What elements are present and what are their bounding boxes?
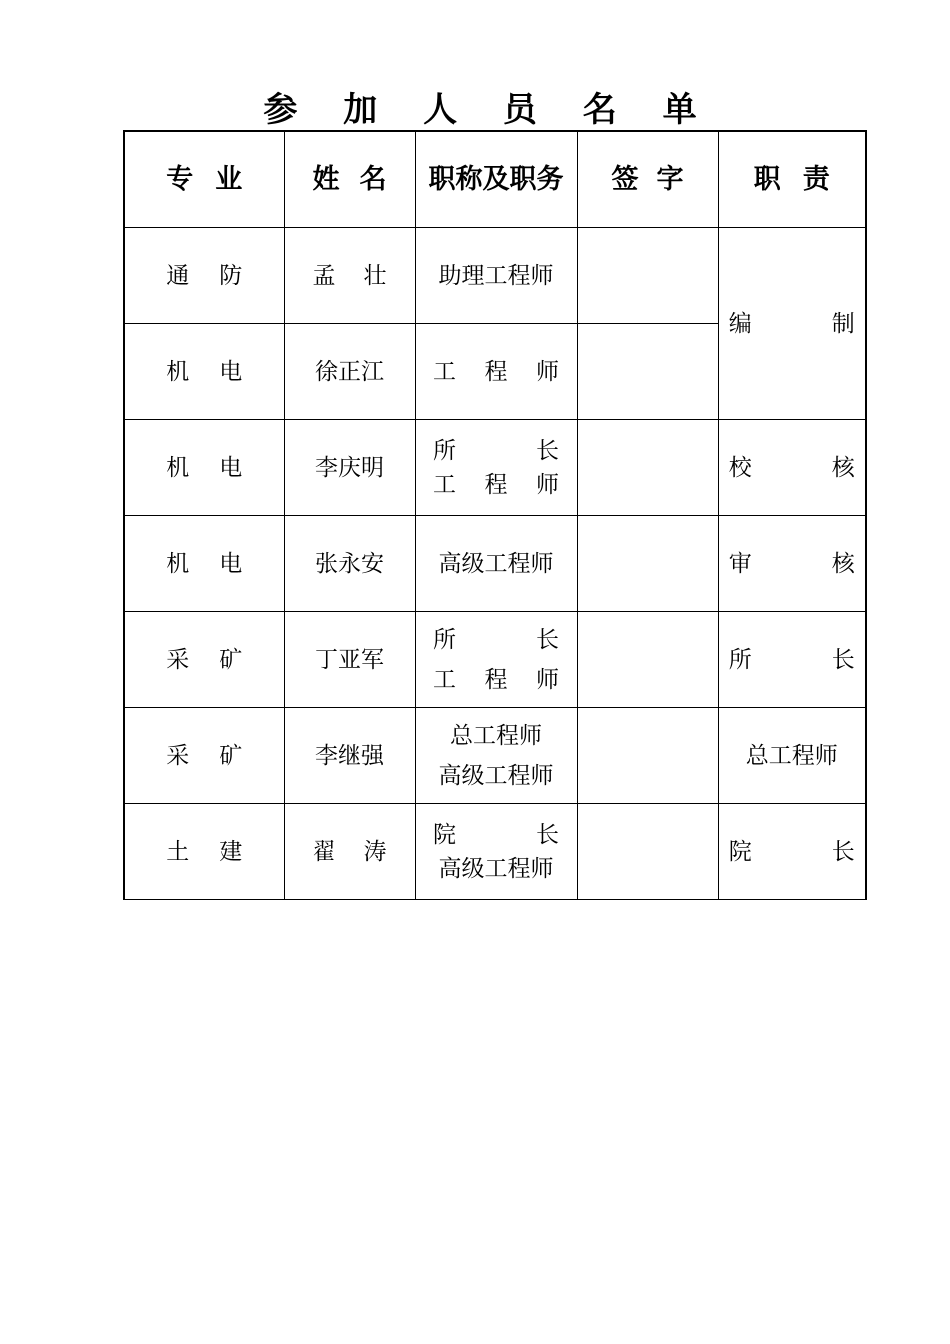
personnel-table (123, 130, 867, 900)
cell-major (124, 804, 284, 900)
cell-signature[interactable] (577, 804, 718, 900)
title-text: 高级工程师 (438, 550, 554, 577)
header-title (415, 131, 577, 228)
duty-char: 编 (728, 310, 752, 337)
name-char: 涛 (363, 838, 387, 865)
cell-signature[interactable] (577, 516, 718, 612)
page-title: 参 加 人 员 名 单 (263, 90, 707, 130)
header-signature-char: 字 (656, 163, 684, 195)
table-row (124, 516, 866, 612)
table-row (124, 228, 866, 324)
header-name-char: 名 (359, 163, 387, 195)
duty-char: 长 (831, 646, 855, 673)
major-char: 建 (219, 838, 243, 865)
name-text: 丁亚军 (315, 646, 384, 673)
name-char: 翟 (312, 838, 336, 865)
title-text: 总工程师 (450, 722, 542, 749)
table-row (124, 804, 866, 900)
title-char: 长 (536, 437, 559, 464)
cell-signature[interactable] (577, 420, 718, 516)
title-char: 工 (433, 358, 456, 385)
name-char: 壮 (363, 262, 387, 289)
cell-duty (718, 228, 866, 420)
header-title-text: 职称及职务 (428, 163, 564, 195)
title-char: 程 (484, 666, 508, 693)
major-char: 机 (166, 550, 190, 577)
cell-duty (718, 708, 866, 804)
title-char: 院 (433, 821, 456, 848)
duty-char: 所 (728, 646, 752, 673)
cell-major (124, 708, 284, 804)
cell-duty (718, 804, 866, 900)
cell-duty (718, 420, 866, 516)
cell-duty (718, 516, 866, 612)
duty-char: 院 (728, 838, 752, 865)
title-char: 长 (536, 821, 559, 848)
major-char: 防 (219, 262, 243, 289)
cell-name (284, 324, 415, 420)
major-char: 通 (166, 262, 190, 289)
header-duty-char: 责 (802, 163, 830, 195)
title-char: 工 (433, 666, 456, 693)
duty-text: 总工程师 (745, 742, 838, 769)
major-char: 采 (166, 742, 190, 769)
header-name-char: 姓 (312, 163, 340, 195)
title-char: 工 (433, 471, 456, 498)
cell-major (124, 516, 284, 612)
name-text: 张永安 (315, 550, 384, 577)
cell-signature[interactable] (577, 612, 718, 708)
header-major (124, 131, 284, 228)
duty-char: 长 (831, 838, 855, 865)
title-text: 高级工程师 (438, 762, 554, 789)
title-char: 所 (433, 437, 456, 464)
header-name (284, 131, 415, 228)
cell-signature[interactable] (577, 324, 718, 420)
header-signature-char: 签 (611, 163, 639, 195)
cell-title (415, 228, 577, 324)
cell-name (284, 708, 415, 804)
cell-title (415, 804, 577, 900)
title-char: 师 (536, 471, 559, 498)
header-duty (718, 131, 866, 228)
header-signature (577, 131, 718, 228)
table-row (124, 612, 866, 708)
name-text: 李继强 (315, 742, 384, 769)
cell-name (284, 612, 415, 708)
table-row (124, 420, 866, 516)
table-header-row (124, 131, 866, 228)
duty-char: 制 (831, 310, 855, 337)
major-char: 机 (166, 358, 190, 385)
major-char: 采 (166, 646, 190, 673)
cell-name (284, 804, 415, 900)
duty-char: 校 (728, 454, 752, 481)
cell-title (415, 516, 577, 612)
major-char: 矿 (219, 646, 243, 673)
cell-name (284, 420, 415, 516)
title-char: 师 (536, 358, 559, 385)
header-major-char: 业 (215, 163, 243, 195)
cell-duty (718, 612, 866, 708)
cell-major (124, 324, 284, 420)
duty-char: 核 (831, 550, 855, 577)
header-major-char: 专 (166, 163, 194, 195)
cell-major (124, 612, 284, 708)
cell-name (284, 228, 415, 324)
cell-major (124, 420, 284, 516)
name-text: 李庆明 (315, 454, 384, 481)
cell-title (415, 420, 577, 516)
cell-title (415, 708, 577, 804)
title-char: 师 (536, 666, 559, 693)
title-char: 长 (536, 626, 559, 653)
title-text: 助理工程师 (438, 262, 554, 289)
major-char: 电 (219, 358, 243, 385)
duty-char: 核 (831, 454, 855, 481)
major-char: 土 (166, 838, 190, 865)
name-text: 徐正江 (315, 358, 384, 385)
major-char: 电 (219, 550, 243, 577)
header-duty-char: 职 (753, 163, 781, 195)
duty-char: 审 (728, 550, 752, 577)
cell-name (284, 516, 415, 612)
name-char: 孟 (312, 262, 336, 289)
cell-title (415, 612, 577, 708)
major-char: 电 (219, 454, 243, 481)
table-row (124, 708, 866, 804)
title-char: 程 (484, 471, 508, 498)
title-char: 程 (484, 358, 508, 385)
cell-title (415, 324, 577, 420)
title-char: 所 (433, 626, 456, 653)
cell-signature[interactable] (577, 228, 718, 324)
cell-major (124, 228, 284, 324)
major-char: 矿 (219, 742, 243, 769)
major-char: 机 (166, 454, 190, 481)
title-text: 高级工程师 (438, 855, 554, 882)
cell-signature[interactable] (577, 708, 718, 804)
